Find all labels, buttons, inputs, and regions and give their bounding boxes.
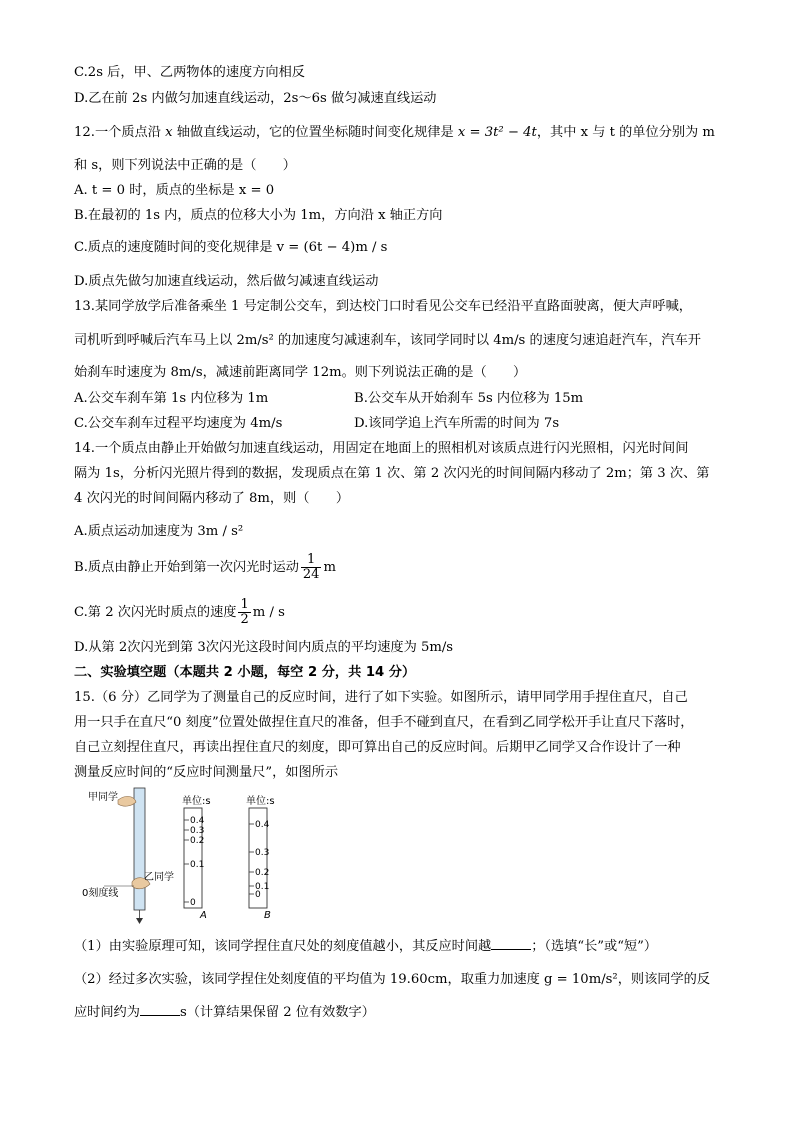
q12-stem-line2: 和 s，则下列说法中正确的是（ ） [74,158,296,173]
figure-unit-a: 单位:s [182,796,211,807]
ruler-a-tick-label-1: 0.3 [190,826,205,836]
ruler-a-tick-label-0: 0.4 [190,816,205,826]
q15-stem-line1: 15.（6 分）乙同学为了测量自己的反应时间，进行了如下实验。如图所示，请甲同学用手捏住直尺，自己 [74,690,688,705]
q12-stem-mid: 轴做直线运动，它的位置坐标随时间变化规律是 [172,125,458,140]
q14-option-b [74,553,336,582]
q14-b-text: B.质点由静止开始到第一次闪光时运动 [74,560,299,575]
q12-stem-x: x [165,125,173,140]
q13-stem-line1: 13.某同学放学后准备乘坐 1 号定制公交车，到达校门口时看见公交车已经沿平直路面驶离，便大声呼喊， [74,299,692,314]
ruler-figure [74,786,294,926]
ruler-b-tick-label-1: 0.3 [255,848,270,858]
q13-stem-line2: 司机听到呼喊后汽车马上以 2m/s² 的加速度匀减速刹车，该同学同时以 4m/s 的速度匀速追赶汽车，汽车开 [74,333,701,348]
q15-stem-line3: 自己立刻捏住直尺，再读出捏住直尺的刻度，即可算出自己的反应时间。后期甲乙同学又合作设计了一种 [74,740,681,755]
figure-jia-label: 甲同学 [88,792,118,803]
q14-c-unit: m / s [252,605,285,620]
q13-option-b: B.公交车从开始刹车 5s 内位移为 15m [354,391,584,406]
q13-option-a: A.公交车刹车第 1s 内位移为 1m [74,391,269,406]
q14-c-text: C.第 2 次闪光时质点的速度 [74,605,237,620]
q13-stem-line3: 始刹车时速度为 8m/s，减速前距离同学 12m。则下列说法正确的是（ ） [74,365,527,380]
q14-stem-line1: 14.一个质点由静止开始做匀加速直线运动，用固定在地面上的照相机对该质点进行闪光照相，闪光时间间 [74,441,689,456]
q12-stem-pre: 12.一个质点沿 [74,125,166,140]
ruler-b-tick-label-2: 0.2 [255,868,270,878]
q14-b-unit: m [323,560,336,575]
figure-label-b: B [264,910,271,921]
q15-sub1-hint: ；（选填“长”或“短”） [531,939,658,954]
q14-c-fraction [238,598,250,627]
q13-option-c: C.公交车刹车过程平均速度为 4m/s [74,416,283,431]
q14-b-numerator: 1 [301,553,322,568]
ruler-b-tick-label-0: 0.4 [255,820,270,830]
q15-stem-line4: 测量反应时间的“反应时间测量尺”，如图所示 [74,765,339,780]
q12-option-b: B.在最初的 1s 内，质点的位移大小为 1m，方向沿 x 轴正方向 [74,208,443,223]
q14-c-denominator: 2 [240,612,249,627]
q15-sub1-text: （1）由实验原理可知，该同学捏住直尺处的刻度值越小，其反应时间越 [74,939,492,954]
q14-c-numerator: 1 [240,597,249,612]
q13-option-d: D.该同学追上汽车所需的时间为 7s [354,416,560,431]
q11-option-d: D.乙在前 2s 内做匀加速直线运动，2s～6s 做匀减速直线运动 [74,91,437,106]
ruler-a-tick-label-3: 0.1 [190,860,205,870]
q15-sub2-line2 [74,1003,375,1022]
q12-stem-post: ，其中 x 与 t 的单位分别为 m [536,125,715,140]
q14-stem-line3: 4 次闪光的时间间隔内移动了 8m，则（ ） [74,491,350,506]
q14-b-denominator: 24 [302,567,320,582]
figure-unit-b: 单位:s [246,796,275,807]
q14-stem-line2: 隔为 1s，分析闪光照片得到的数据，发现质点在第 1 次、第 2 次闪光的时间间隔内移动了 2m；第 3 次、第 [74,466,710,481]
section2-title: 二、实验填空题（本题共 2 小题，每空 2 分，共 14 分） [74,665,416,680]
q15-sub2-hint: s（计算结果保留 2 位有效数字） [179,1005,375,1020]
q14-b-fraction [301,553,322,582]
q12-option-d: D.质点先做匀加速直线运动，然后做匀减速直线运动 [74,274,379,289]
figure-zero-line-label: 0刻度线 [82,888,119,899]
q12-option-c: C.质点的速度随时间的变化规律是 v = (6t − 4)m / s [74,240,388,255]
q15-sub2-line1: （2）经过多次实验，该同学捏住处刻度值的平均值为 19.60cm，取重力加速度 g = 10m/s²，则该同学的反 [74,972,711,987]
figure-label-a: A [200,910,207,921]
q14-option-c [74,598,285,627]
q14-option-a: A.质点运动加速度为 3m / s² [74,524,244,539]
q15-sub2-text: 应时间约为 [74,1005,140,1020]
q12-formula: x = 3t² − 4t [457,125,537,140]
ruler-b-tick-label-4: 0 [255,890,261,900]
ruler-diagram [74,786,294,926]
q12-option-a: A. t = 0 时，质点的坐标是 x = 0 [74,183,275,198]
q15-stem-line2: 用一只手在直尺“0 刻度”位置处做捏住直尺的准备，但手不碰到直尺，在看到乙同学松开手让直尺下落时， [74,715,694,730]
q15-sub1-blank[interactable] [491,937,531,950]
q15-sub1 [74,937,657,956]
q12-stem-line1 [74,124,715,142]
q15-sub2-blank[interactable] [140,1003,180,1016]
ruler-b-tick-label-3: 0.1 [255,882,270,892]
q11-option-c: C.2s 后，甲、乙两物体的速度方向相反 [74,65,305,80]
q14-option-d: D.从第 2次闪光到第 3次闪光这段时间内质点的平均速度为 5m/s [74,640,454,655]
ruler-a-tick-label-4: 0 [190,898,196,908]
ruler-a-tick-label-2: 0.2 [190,836,205,846]
figure-yi-label: 乙同学 [144,872,174,883]
